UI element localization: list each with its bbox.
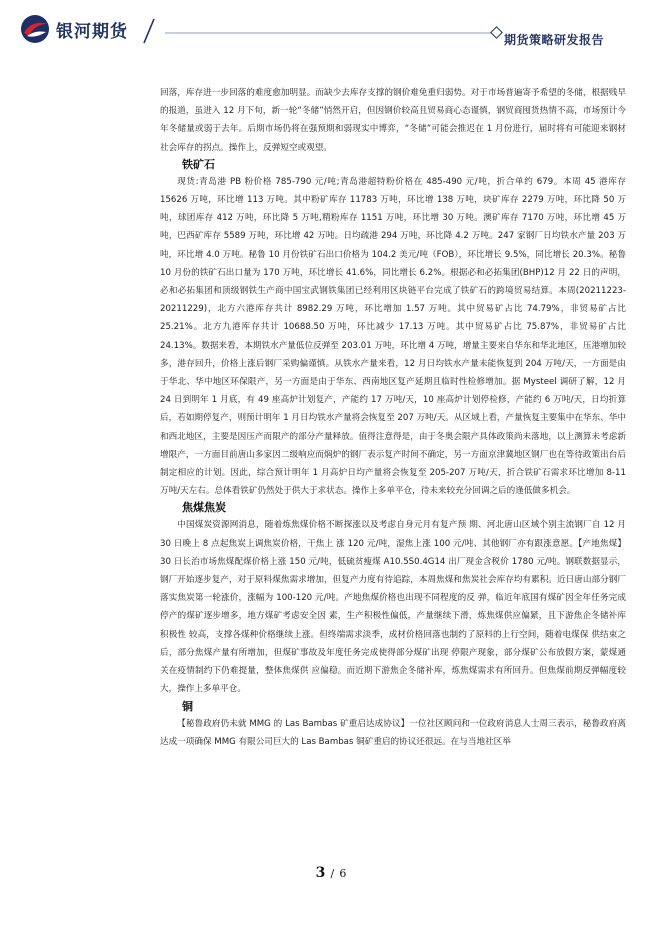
diamond-icon xyxy=(490,26,503,39)
header-rule xyxy=(165,32,495,34)
current-page: 3 xyxy=(315,865,326,881)
report-title: 期货策略研发报告 xyxy=(504,33,605,47)
page-number xyxy=(0,862,662,881)
total-pages: 6 xyxy=(339,867,347,880)
page-header xyxy=(0,0,662,60)
galaxy-logo-icon xyxy=(20,14,50,44)
coking-coal-paragraph: 中国煤炭资源网消息，随着炼焦煤价格不断探涨以及考虑自身元月有复产预 期、河北唐山区域个别主流钢厂自 12 月 30 日晚上 8 点起焦炭上调焦炭价格，干焦上 涨 120 元/吨，湿焦上涨 100 元/吨、其他钢厂亦有跟涨意愿。【产地焦煤】30 日长治市场焦煤配煤价格上涨 150 元/吨，低硫贫瘦煤 A10.5S0.4G14 出厂现金含税价 1780 元/吨。钢联数据显示，钢厂开始逐步复产，对于原料煤焦需求增加，但复产力度有待追踪，本周焦煤和焦炭社会库存均有累积。近日唐山部分钢厂落实焦炭第一轮涨价，涨幅为 100-120 元/吨。产地焦煤价格也出现不同程度的反 弹，临近年底国有煤矿因全年任务完成停产的煤矿逐步增多，地方煤矿考虑安全因 素，生产积极性偏低，产量继续下滑，炼焦煤供应偏紧，且下游焦企冬储补库积极性 较高，支撑各煤种价格继续上涨。但终端需求淡季，成材价格回落也制约了原料的上行空间，随着电煤保 供结束之后，部分焦煤产量有所增加，但煤矿事故及年度任务完成使得部分煤矿出现 停限产现象，部分煤矿公布放假方案，蒙煤通关在疫情制约下仍难提量，整体焦煤供 应偏稳。而近期下游焦企冬储补库，炼焦煤需求有所回升。但焦煤前期反弹幅度较大，操作上多单平仓。 xyxy=(160,520,626,695)
company-logo xyxy=(20,14,128,44)
page-separator: / xyxy=(330,867,335,880)
section-heading-copper: 铜 xyxy=(182,699,193,713)
company-name: 银河期货 xyxy=(56,21,128,42)
divider-slash-icon xyxy=(142,17,156,45)
report-body xyxy=(160,84,626,751)
copper-paragraph: 【秘鲁政府仍未就 MMG 的 Las Bambas 矿重启达成协议】一位社区顾问和一位政府消息人士周三表示，秘鲁政府离达成一项确保 MMG 有限公司巨大的 Las Bambas 铜矿重启的协议还很远。在与当地社区举 xyxy=(160,718,626,747)
steel-paragraph: 回落，库存进一步回落的难度愈加明显。而缺少去库存支撑的钢价难免重归弱势。对于市场普遍寄予希望的冬储，根据贱早的报道，虽进入 12 月下旬，新一轮“冬储”悄然开启，但因钢价较高且贸易商心态谨慎，钢贸商囤货热情不高，市场预计今年冬储量或弱于去年。后期市场仍将在强预期和弱现实中博弈，“冬储”可能会推迟在 1 月份进行，届时将有可能迎来钢材社会库存的拐点。操作上，反弹短空或观望。 xyxy=(160,88,626,153)
iron-ore-paragraph: 现货:青岛港 PB 粉价格 785-790 元/吨;青岛港超特粉价格在 485-490 元/吨，折合单约 679。本周 45 港库存 15626 万吨，环比增 113 万吨。其中粉矿库存 11783 万吨，环比增 138 万吨，块矿库存 2279 万吨，环比降 50 万吨，球团库存 412 万吨，环比降 5 万吨,精粉库存 1151 万吨，环比增 30 万吨。澳矿库存 7170 万吨，环比增 45 万吨，巴西矿库存 5589 万吨，环比增 42 万吨。日均疏港 294 万吨，环比降 4.2 万吨。247 家钢厂日均铁水产量 203 万吨，环比增 4.0 万吨。秘鲁 10 月份铁矿石出口价格为 104.2 美元/吨（FOB），环比增长 9.5%，同比增长 20.3%。秘鲁 10 月份的铁矿石出口量为 170 万吨，环比增长 41.6%，同比增长 6.2%。根据必和必拓集团(BHP)12 月 22 日的声明，必和必拓集团和顶级钢铁生产商中国宝武钢铁集团已经利用区块链平台完成了铁矿石的跨境贸易结算。本周(20211223-20211229)，北方六港库存共计 8982.29 万吨，环比增加 1.57 万吨。其中贸易矿占比 74.79%，非贸易矿占比 25.21%。北方九港库存共计 10688.50 万吨，环比减少 17.13 万吨。其中贸易矿占比 75.87%，非贸易矿占比 24.13%。数据来看，本期铁水产量低位反弹至 203.01 万吨，环比增 4 万吨，增量主要来自华东和华北地区，压港增加较多，港存回升，价格上涨后钢厂采购偏谨慎。从铁水产量来看，12 月日均铁水产量未能恢复到 204 万吨/天，一方面是由于华北、华中地区环保限产，另一方面是由于华东、西南地区复产延期且临时性检修增加。据 Mysteel 调研了解，12 月 24 日到明年 1 月底，有 49 座高炉计划复产，产能约 17 万吨/天，10 座高炉计划停检修，产能约 6 万吨/天，日均折算后，若如期停复产，则预计明年 1 月日均铁水产量将会恢复至 207 万吨/天。从区域上看，产量恢复主要集中在华东、华中和西北地区，主要是因压产而限产的部分产量释放。值得注意得是，由于冬奥会限产具体政策尚未落地，以上测算未考虑新增限产，一方面目前唐山多家因二级响应而焖炉的钢厂表示复产时间不确定，另一方面京津冀地区钢厂也在等待政策出台后制定相应的计划。因此，综合预计明年 1 月高炉日均产量将会恢复至 205-207 万吨/天，折合铁矿石需求环比增加 8-11 万吨/天左右。总体看铁矿仍然处于供大于求状态。操作上多单平仓，待未来较充分回调之后的逢低做多机会。 xyxy=(160,176,626,497)
section-heading-iron-ore: 铁矿石 xyxy=(182,157,215,171)
section-heading-coking-coal: 焦煤焦炭 xyxy=(182,501,226,515)
